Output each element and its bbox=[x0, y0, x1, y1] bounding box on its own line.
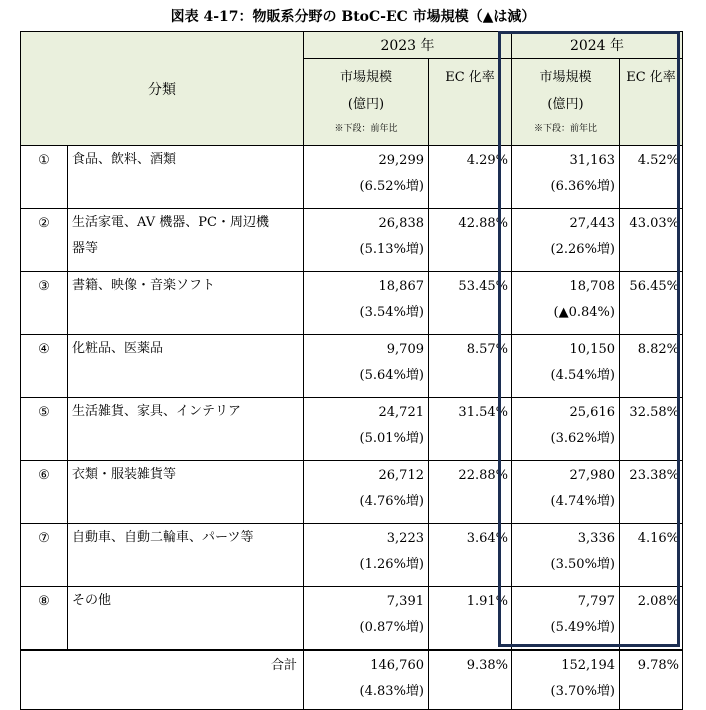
header-ec-rate-2023 bbox=[429, 59, 512, 146]
category-name-line: 器等 bbox=[72, 241, 99, 256]
ec-rate-2023-cell bbox=[429, 461, 512, 524]
market-size-2024-cell bbox=[512, 335, 620, 398]
row-number: ① bbox=[21, 146, 68, 209]
total-growth-2023: (4.83%増) bbox=[359, 684, 424, 699]
market-size-2023-cell bbox=[304, 524, 429, 587]
growth-2023: (5.01%増) bbox=[359, 431, 424, 446]
market-size-2024-cell bbox=[512, 146, 620, 209]
market-size-2023-cell bbox=[304, 146, 429, 209]
growth-2024: (5.49%増) bbox=[550, 620, 615, 635]
header-market-size-note: ※下段：前年比 bbox=[334, 124, 398, 134]
total-ec-rate-2024: 9.78% bbox=[637, 658, 679, 673]
market-size-2024: 18,708 bbox=[569, 279, 615, 294]
market-size-2023: 18,867 bbox=[378, 279, 424, 294]
category-name-line: 生活雑貨、家具、インテリア bbox=[72, 404, 242, 419]
ec-rate-2023: 53.45% bbox=[458, 279, 508, 294]
row-number: ⑦ bbox=[21, 524, 68, 587]
category-name-line: 衣類・服装雑貨等 bbox=[72, 467, 177, 482]
category-name-line: その他 bbox=[72, 593, 112, 608]
row-number: ⑥ bbox=[21, 461, 68, 524]
market-size-2024: 27,443 bbox=[569, 216, 615, 231]
ec-rate-2024-cell bbox=[620, 398, 683, 461]
category-name-cell bbox=[68, 272, 304, 335]
table-row bbox=[21, 587, 683, 651]
market-size-2023: 3,223 bbox=[386, 531, 424, 546]
total-label-cell bbox=[21, 650, 304, 710]
growth-2023: (0.87%増) bbox=[359, 620, 424, 635]
growth-2024: (3.50%増) bbox=[550, 557, 615, 572]
table-row bbox=[21, 146, 683, 209]
ec-rate-2023-cell bbox=[429, 524, 512, 587]
market-size-2024-cell bbox=[512, 398, 620, 461]
market-size-2024-cell bbox=[512, 461, 620, 524]
table-row bbox=[21, 335, 683, 398]
row-number: ③ bbox=[21, 272, 68, 335]
market-size-2023-cell bbox=[304, 335, 429, 398]
table-row bbox=[21, 461, 683, 524]
category-name-cell bbox=[68, 398, 304, 461]
market-size-2023: 7,391 bbox=[386, 594, 424, 609]
market-size-2023: 26,712 bbox=[378, 468, 424, 483]
ec-rate-2024: 4.52% bbox=[637, 153, 679, 168]
market-size-table bbox=[20, 31, 683, 710]
market-size-2024: 27,980 bbox=[569, 468, 615, 483]
growth-2024: (4.54%増) bbox=[550, 368, 615, 383]
total-market-size-2024-cell bbox=[512, 650, 620, 710]
ec-rate-2024: 56.45% bbox=[629, 279, 679, 294]
market-size-2024: 10,150 bbox=[569, 342, 615, 357]
ec-rate-2023: 4.29% bbox=[466, 153, 508, 168]
total-ec-rate-2023: 9.38% bbox=[466, 658, 508, 673]
header-market-size-unit: (億円) bbox=[347, 97, 385, 112]
row-number: ⑤ bbox=[21, 398, 68, 461]
category-name-line: 生活家電、AV 機器、PC・周辺機 bbox=[72, 215, 269, 230]
growth-2023: (5.13%増) bbox=[359, 242, 424, 257]
growth-2023: (3.54%増) bbox=[359, 305, 424, 320]
market-size-2023-cell bbox=[304, 587, 429, 651]
market-size-2024: 3,336 bbox=[577, 531, 615, 546]
market-size-2024-cell bbox=[512, 272, 620, 335]
ec-rate-2024-cell bbox=[620, 146, 683, 209]
growth-2023: (5.64%増) bbox=[359, 368, 424, 383]
market-size-2023-cell bbox=[304, 209, 429, 272]
market-size-2024-cell bbox=[512, 524, 620, 587]
category-name-cell bbox=[68, 587, 304, 651]
header-ec-rate-label: EC 化率 bbox=[626, 70, 676, 85]
ec-rate-2023: 1.91% bbox=[466, 594, 508, 609]
header-market-size-unit: (億円) bbox=[547, 97, 584, 112]
growth-2023: (6.52%増) bbox=[359, 179, 424, 194]
header-ec-rate-2024 bbox=[620, 59, 683, 146]
ec-rate-2023: 31.54% bbox=[458, 405, 508, 420]
ec-rate-2023-cell bbox=[429, 146, 512, 209]
ec-rate-2024-cell bbox=[620, 272, 683, 335]
header-ec-rate-label: EC 化率 bbox=[445, 70, 495, 85]
ec-rate-2023: 42.88% bbox=[458, 216, 508, 231]
market-size-2023-cell bbox=[304, 461, 429, 524]
row-number: ② bbox=[21, 209, 68, 272]
growth-2023: (4.76%増) bbox=[359, 494, 424, 509]
total-row bbox=[21, 650, 683, 710]
ec-rate-2023: 8.57% bbox=[466, 342, 508, 357]
category-name-cell bbox=[68, 461, 304, 524]
header-market-size-2023 bbox=[304, 59, 429, 146]
category-name-cell bbox=[68, 209, 304, 272]
ec-rate-2024-cell bbox=[620, 209, 683, 272]
total-market-size-2023: 146,760 bbox=[370, 658, 424, 673]
table-row bbox=[21, 209, 683, 272]
table-row bbox=[21, 524, 683, 587]
row-number: ⑧ bbox=[21, 587, 68, 651]
market-size-2023-cell bbox=[304, 398, 429, 461]
ec-rate-2024: 8.82% bbox=[637, 342, 679, 357]
ec-rate-2024: 23.38% bbox=[629, 468, 679, 483]
growth-2024: (▲0.84%) bbox=[553, 305, 615, 320]
category-name-cell bbox=[68, 335, 304, 398]
ec-rate-2023-cell bbox=[429, 272, 512, 335]
market-size-2023: 9,709 bbox=[386, 342, 424, 357]
market-size-2024: 7,797 bbox=[577, 594, 615, 609]
ec-rate-2024: 4.16% bbox=[637, 531, 679, 546]
growth-2024: (6.36%増) bbox=[550, 179, 615, 194]
ec-rate-2024: 2.08% bbox=[637, 594, 679, 609]
total-ec-rate-2023-cell bbox=[429, 650, 512, 710]
ec-rate-2023-cell bbox=[429, 335, 512, 398]
category-name-cell bbox=[68, 146, 304, 209]
growth-2024: (4.74%増) bbox=[550, 494, 615, 509]
market-size-2024: 25,616 bbox=[569, 405, 615, 420]
header-market-size-note: ※下段：前年比 bbox=[533, 124, 597, 134]
market-size-2023: 29,299 bbox=[378, 153, 424, 168]
ec-rate-2024-cell bbox=[620, 587, 683, 651]
growth-2023: (1.26%増) bbox=[359, 557, 424, 572]
ec-rate-2024: 43.03% bbox=[629, 216, 679, 231]
row-number: ④ bbox=[21, 335, 68, 398]
table-title: 図表 4-17：物販系分野の BtoC-EC 市場規模（▲は減） bbox=[170, 9, 536, 25]
ec-rate-2024-cell bbox=[620, 524, 683, 587]
ec-rate-2024: 32.58% bbox=[629, 405, 679, 420]
ec-rate-2023-cell bbox=[429, 209, 512, 272]
market-size-2024-cell bbox=[512, 209, 620, 272]
header-market-size-label: 市場規模 bbox=[339, 70, 392, 85]
market-size-2023-cell bbox=[304, 272, 429, 335]
growth-2024: (3.62%増) bbox=[550, 431, 615, 446]
total-ec-rate-2024-cell bbox=[620, 650, 683, 710]
table-row bbox=[21, 398, 683, 461]
total-growth-2024: (3.70%増) bbox=[550, 684, 615, 699]
ec-rate-2024-cell bbox=[620, 461, 683, 524]
header-year-2023: 2023 年 bbox=[304, 32, 512, 59]
growth-2024: (2.26%増) bbox=[550, 242, 615, 257]
market-size-2024-cell bbox=[512, 587, 620, 651]
header-market-size-label: 市場規模 bbox=[539, 70, 592, 85]
category-name-line: 食品、飲料、酒類 bbox=[72, 152, 177, 167]
total-market-size-2024: 152,194 bbox=[561, 658, 615, 673]
ec-rate-2023: 3.64% bbox=[466, 531, 508, 546]
total-label: 合計 bbox=[270, 658, 297, 673]
table-row bbox=[21, 272, 683, 335]
ec-rate-2023: 22.88% bbox=[458, 468, 508, 483]
total-market-size-2023-cell bbox=[304, 650, 429, 710]
category-name-line: 書籍、映像・音楽ソフト bbox=[72, 278, 216, 293]
category-name-line: 自動車、自動二輪車、パーツ等 bbox=[72, 530, 254, 545]
ec-rate-2023-cell bbox=[429, 587, 512, 651]
category-name-line: 化粧品、医薬品 bbox=[72, 341, 164, 356]
header-category: 分類 bbox=[21, 32, 304, 146]
header-market-size-2024 bbox=[512, 59, 620, 146]
market-size-2023: 24,721 bbox=[378, 405, 424, 420]
market-size-2024: 31,163 bbox=[569, 153, 615, 168]
header-year-2024: 2024 年 bbox=[512, 32, 683, 59]
ec-rate-2024-cell bbox=[620, 335, 683, 398]
ec-rate-2023-cell bbox=[429, 398, 512, 461]
market-size-2023: 26,838 bbox=[378, 216, 424, 231]
category-name-cell bbox=[68, 524, 304, 587]
